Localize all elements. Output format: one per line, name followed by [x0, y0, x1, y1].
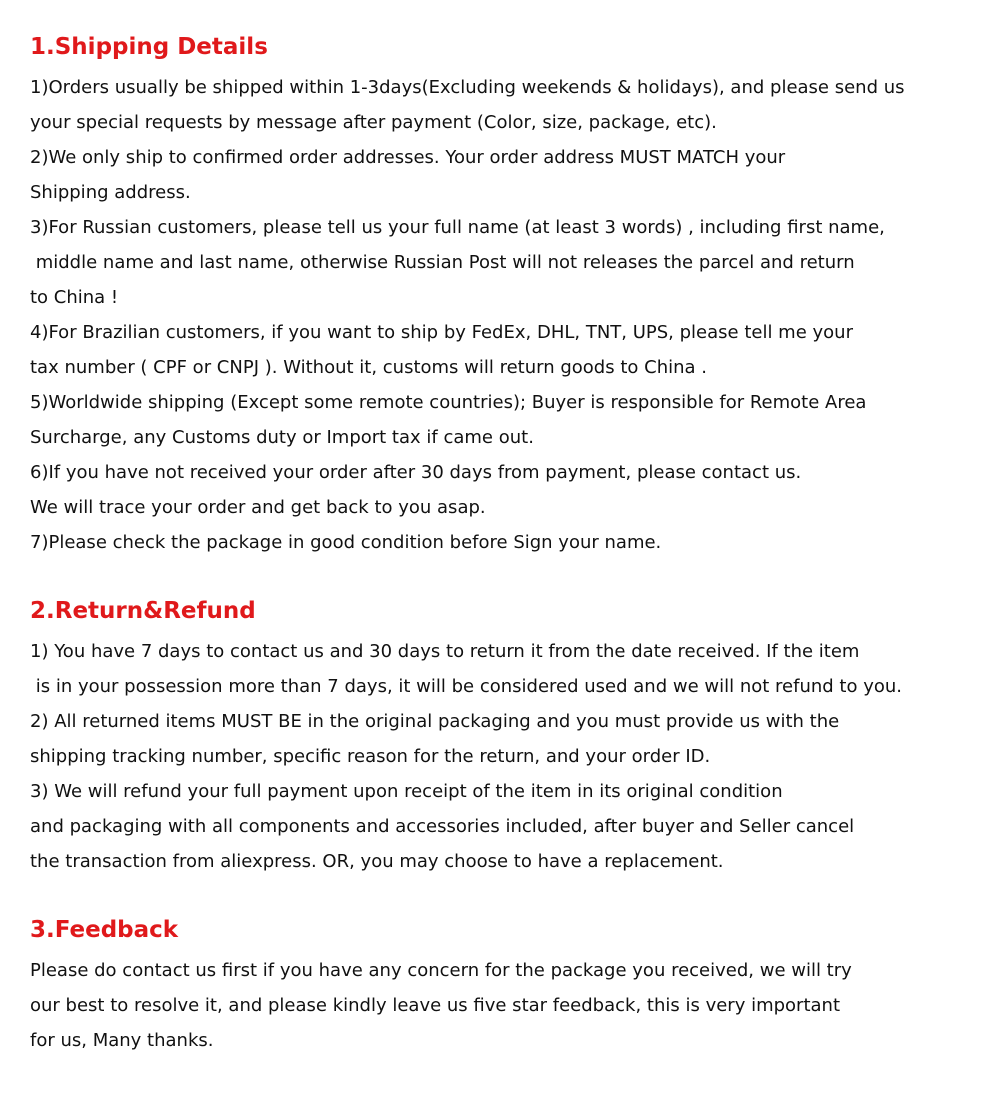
shipping-line: 6)If you have not received your order after 30 days from payment, please contact us.	[30, 462, 802, 483]
refund-line: 3) We will refund your full payment upon receipt of the item in its original condition	[30, 781, 783, 802]
shipping-line: your special requests by message after payment (Color, size, package, etc).	[30, 112, 717, 133]
feedback-section	[30, 913, 990, 1058]
shipping-line: tax number ( CPF or CNPJ ). Without it, customs will return goods to China .	[30, 357, 707, 378]
return-refund-section	[30, 594, 990, 879]
refund-line: is in your possession more than 7 days, it will be considered used and we will not refund to you.	[30, 676, 902, 697]
refund-line: 1) You have 7 days to contact us and 30 days to return it from the date received. If the item	[30, 641, 860, 662]
shipping-line: middle name and last name, otherwise Russian Post will not releases the parcel and return	[30, 252, 855, 273]
shipping-line: to China !	[30, 287, 119, 308]
shipping-line: We will trace your order and get back to you asap.	[30, 497, 486, 518]
refund-line: shipping tracking number, specific reason for the return, and your order ID.	[30, 746, 711, 767]
shipping-line: Shipping address.	[30, 182, 191, 203]
refund-line: and packaging with all components and accessories included, after buyer and Seller cancel	[30, 816, 855, 837]
shipping-line: 2)We only ship to confirmed order addresses. Your order address MUST MATCH your	[30, 147, 786, 168]
policy-document	[30, 30, 990, 1058]
shipping-line: 4)For Brazilian customers, if you want to ship by FedEx, DHL, TNT, UPS, please tell me your	[30, 322, 853, 343]
shipping-line: 3)For Russian customers, please tell us your full name (at least 3 words) , including first name,	[30, 217, 885, 238]
shipping-line: 5)Worldwide shipping (Except some remote countries); Buyer is responsible for Remote Area	[30, 392, 867, 413]
section-title-return-refund: 2.Return&Refund	[30, 598, 256, 624]
refund-line: the transaction from aliexpress. OR, you may choose to have a replacement.	[30, 851, 724, 872]
shipping-line: 7)Please check the package in good condition before Sign your name.	[30, 532, 662, 553]
section-title-feedback: 3.Feedback	[30, 917, 179, 943]
shipping-line: 1)Orders usually be shipped within 1-3days(Excluding weekends & holidays), and please send us	[30, 77, 905, 98]
feedback-line: Please do contact us first if you have any concern for the package you received, we will try	[30, 960, 852, 981]
refund-line: 2) All returned items MUST BE in the original packaging and you must provide us with the	[30, 711, 840, 732]
feedback-line: our best to resolve it, and please kindly leave us five star feedback, this is very important	[30, 995, 840, 1016]
shipping-details-section	[30, 30, 990, 560]
section-title-shipping: 1.Shipping Details	[30, 34, 268, 60]
feedback-line: for us, Many thanks.	[30, 1030, 214, 1051]
shipping-line: Surcharge, any Customs duty or Import tax if came out.	[30, 427, 534, 448]
